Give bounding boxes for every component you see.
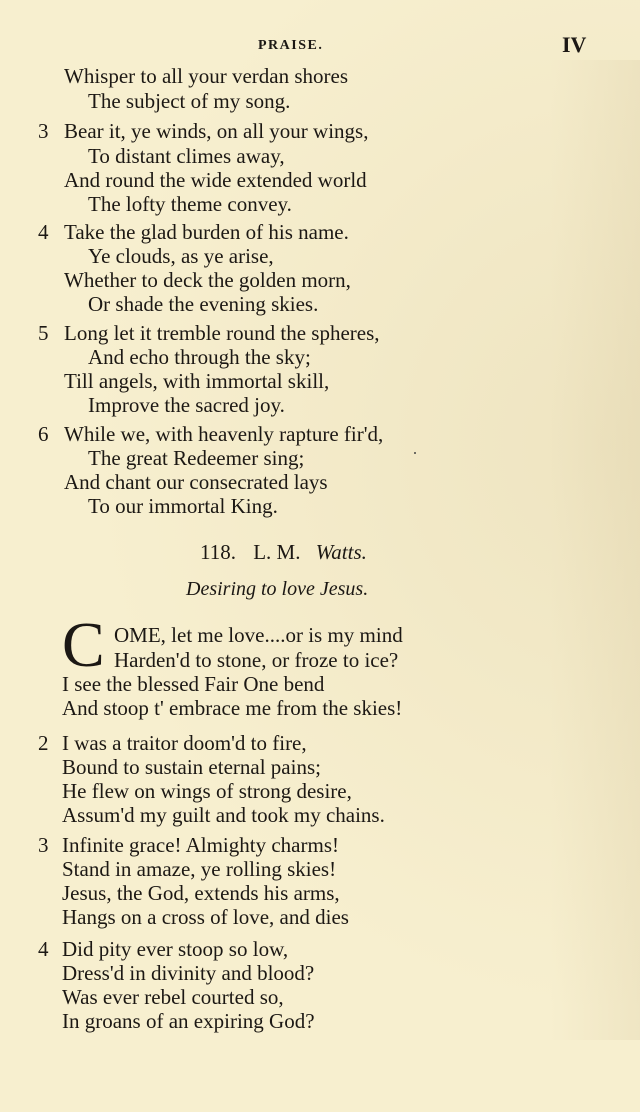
verse-line: Stand in amaze, ye rolling skies! [62, 857, 337, 881]
verse-line: And stoop t' embrace me from the skies! [62, 696, 403, 720]
drop-cap: C [62, 609, 105, 680]
verse-line: Bear it, ye winds, on all your wings, [64, 119, 369, 143]
hymn-title: Desiring to love Jesus. [186, 578, 369, 600]
running-head: PRAISE. [258, 38, 324, 53]
stanza-number: 6 [38, 422, 49, 446]
verse-line: Bound to sustain eternal pains; [62, 755, 321, 779]
verse-line: He flew on wings of strong desire, [62, 779, 352, 803]
verse-line: Or shade the evening skies. [88, 292, 319, 316]
facing-page-bleed [550, 60, 640, 1040]
verse-line: Take the glad burden of his name. [64, 220, 349, 244]
print-speck [414, 452, 416, 454]
verse-line: Long let it tremble round the spheres, [64, 321, 380, 345]
verse-line: Till angels, with immortal skill, [64, 369, 330, 393]
verse-line: The lofty theme convey. [88, 192, 292, 216]
stanza-number: 4 [38, 220, 49, 244]
verse-line: Infinite grace! Almighty charms! [62, 833, 339, 857]
stanza-number: 3 [38, 119, 49, 143]
hymn-heading [200, 540, 367, 565]
verse-line: Assum'd my guilt and took my chains. [62, 803, 385, 827]
stanza-number: 2 [38, 731, 49, 755]
stanza-number: 3 [38, 833, 49, 857]
verse-line: The great Redeemer sing; [88, 446, 305, 470]
verse-line: While we, with heavenly rapture fir'd, [64, 422, 384, 446]
hymn-meter: L. M. [253, 540, 301, 564]
verse-line: Hangs on a cross of love, and dies [62, 905, 349, 929]
verse-line: I was a traitor doom'd to fire, [62, 731, 307, 755]
verse-line: In groans of an expiring God? [62, 1009, 315, 1033]
verse-line: And round the wide extended world [64, 168, 367, 192]
verse-line: The subject of my song. [88, 89, 291, 113]
page-header [0, 32, 640, 62]
verse-line: OME, let me love....or is my mind [114, 623, 403, 647]
hymn-author: Watts. [315, 540, 367, 564]
verse-line: Jesus, the God, extends his arms, [62, 881, 340, 905]
verse-line: Was ever rebel courted so, [62, 985, 284, 1009]
verse-line: I see the blessed Fair One bend [62, 672, 325, 696]
verse-line: Ye clouds, as ye arise, [88, 244, 274, 268]
verse-line: Harden'd to stone, or froze to ice? [114, 648, 399, 672]
verse-line: Improve the sacred joy. [88, 393, 285, 417]
verse-line: Whisper to all your verdan shores [64, 64, 349, 88]
verse-line: To distant climes away, [88, 144, 285, 168]
verse-line: And echo through the sky; [88, 345, 311, 369]
stanza-number: 4 [38, 937, 49, 961]
verse-line: To our immortal King. [88, 494, 278, 518]
stanza-number: 5 [38, 321, 49, 345]
page-number: IV [562, 32, 587, 57]
verse-line: And chant our consecrated lays [64, 470, 328, 494]
verse-line: Whether to deck the golden morn, [64, 268, 351, 292]
verse-line: Did pity ever stoop so low, [62, 937, 289, 961]
verse-line: Dress'd in divinity and blood? [62, 961, 315, 985]
hymn-number: 118. [200, 540, 236, 564]
